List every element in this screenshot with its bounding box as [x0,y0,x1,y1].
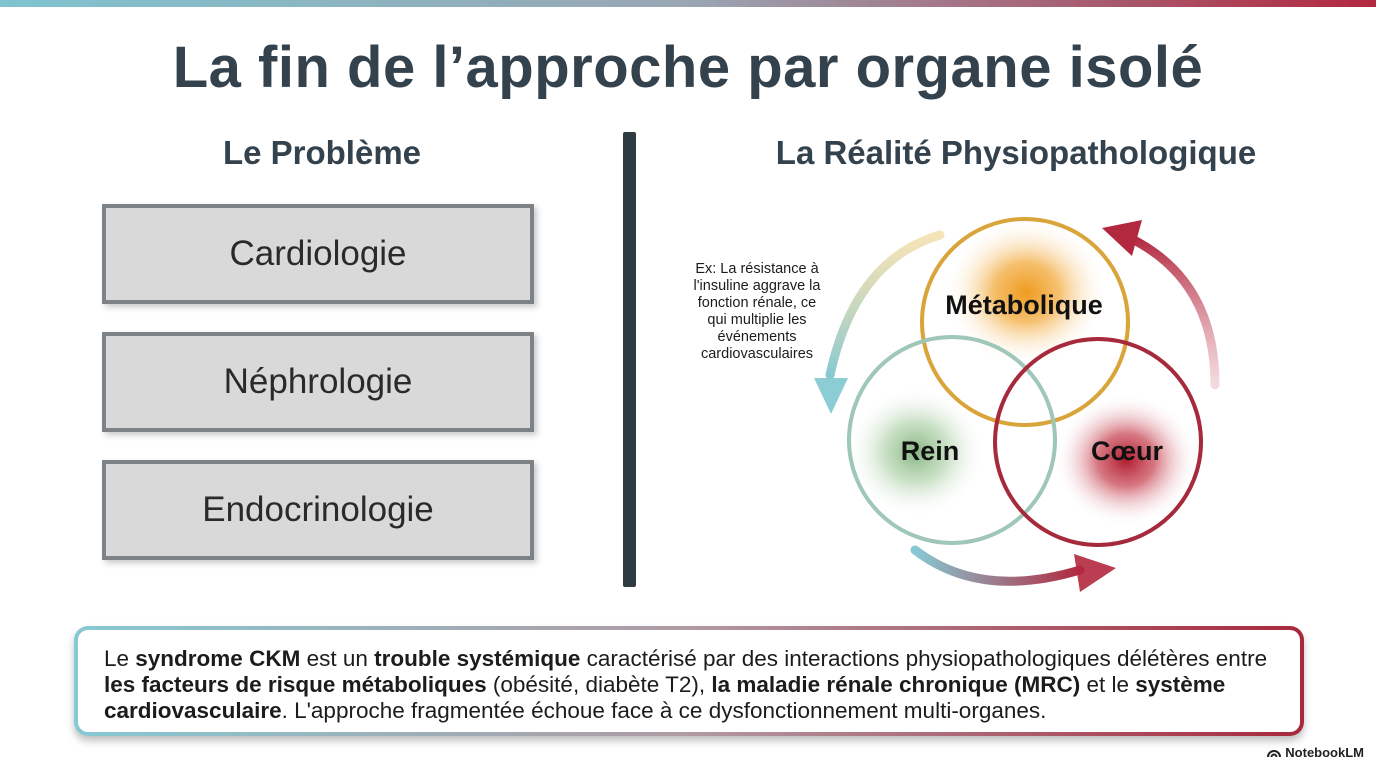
annotation-line: cardiovasculaires [700,346,814,362]
ckm-venn-diagram [640,190,1240,600]
top-gradient-bar [0,0,1376,7]
summary-segment: caractérisé par des interactions physiopathologiques délétères entre [580,646,1268,671]
summary-text [78,630,1300,732]
summary-bold-cardio: système cardiovasculaire [104,672,1226,723]
annotation-line: fonction rénale, ce [697,295,817,311]
arrow-right [1130,238,1215,385]
notebooklm-icon [1267,747,1281,758]
summary-segment: . L'approche fragmentée échoue face à ce dysfonctionnement multi-organes. [281,698,1047,723]
summary-bold-ckm: syndrome CKM [135,646,301,671]
nephrology-box: Néphrologie [102,332,534,432]
summary-segment: (obésité, diabète T2), [486,672,712,697]
problem-title: Le Problème [222,134,422,171]
annotation-text [668,261,846,363]
annotation-line: événements [717,329,797,345]
arrow-bottom [915,550,1080,581]
annotation-line: Ex: La résistance à [695,261,819,277]
annotation-line: l'insuline aggrave la [693,278,821,294]
summary-bold-mrc: la maladie rénale chronique (MRC) [711,672,1081,697]
endocrinology-box: Endocrinologie [102,460,534,560]
brand-label: NotebookLM [1285,745,1364,760]
summary-box [74,626,1304,736]
metabolic-label: Métabolique [945,290,1103,320]
summary-bold-systemic: trouble systémique [374,646,581,671]
vertical-divider [623,132,636,587]
notebooklm-brand [1267,745,1364,760]
summary-bold-metabolic: les facteurs de risque métaboliques [104,672,487,697]
annotation-line: qui multiplie les [707,312,807,328]
arrow-left-head [814,378,848,414]
reality-title: La Réalité Physiopathologique [775,134,1257,171]
heart-label: Cœur [1091,436,1163,466]
arrow-right-head [1102,220,1142,256]
cardiology-box: Cardiologie [102,204,534,304]
summary-segment: est un [300,646,375,671]
arrow-bottom-head [1074,554,1116,592]
page-title: La fin de l’approche par organe isolé [172,35,1204,100]
summary-segment: et le [1080,672,1136,697]
summary-segment: Le [104,646,136,671]
kidney-label: Rein [900,436,960,466]
